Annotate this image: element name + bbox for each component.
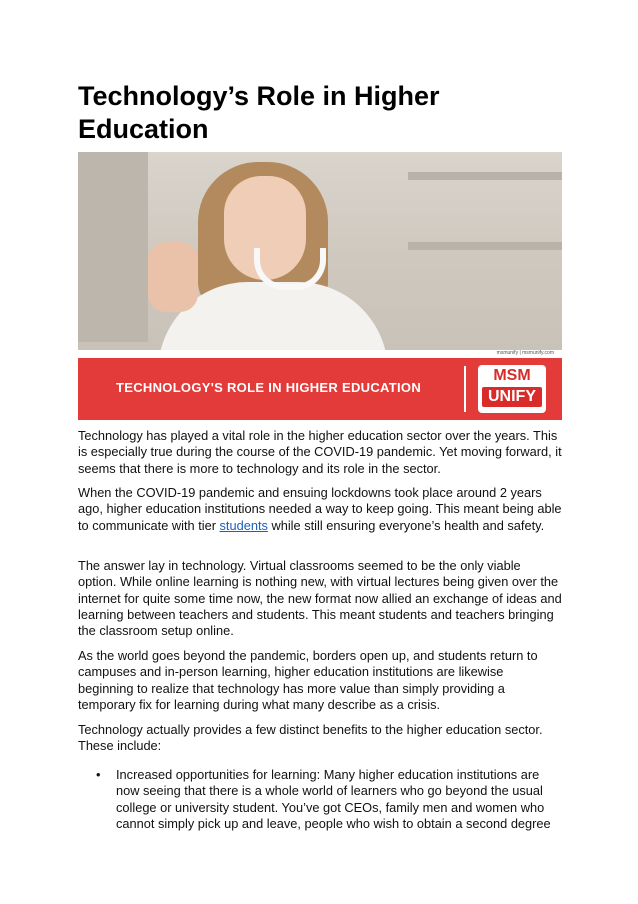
paragraph-text: while still ensuring everyone’s health and safety. xyxy=(267,517,545,533)
paragraph-answer: The answer lay in technology. Virtual classrooms seemed to be the only viable option. While online learning is nothing new, with virtual lectures being given over the internet for quite some time now, the new format now allied an exchange of ideas and learning between teachers and students. This meant students and teachers bringing the classroom setup online. xyxy=(78,558,562,639)
banner-divider xyxy=(464,366,466,412)
benefits-list xyxy=(78,767,562,832)
logo-line-2: UNIFY xyxy=(482,387,542,407)
page-title: Technology’s Role in Higher Education xyxy=(78,81,440,144)
bullet-icon: • xyxy=(96,767,101,782)
background-shelf xyxy=(408,172,562,180)
paragraph-pandemic xyxy=(78,485,562,534)
paragraph-intro: Technology has played a vital role in the higher education sector over the years. This is especially true during the course of the COVID-19 pandemic. Yet moving forward, it seems that there is more to technology and its role in the sector. xyxy=(78,428,562,476)
list-item xyxy=(78,767,562,832)
msm-unify-logo xyxy=(478,365,546,413)
paragraph-text: When the COVID-19 pandemic and ensuing lockdowns took place around 2 years ago, higher education institutions needed a way to keep going. This meant being able to communicate with tier xyxy=(78,485,562,533)
background-shelf xyxy=(408,242,562,250)
banner-title: TECHNOLOGY'S ROLE IN HIGHER EDUCATION xyxy=(116,380,422,395)
students-link[interactable]: students xyxy=(219,517,268,533)
logo-line-1: MSM xyxy=(493,367,531,384)
background-shelf xyxy=(78,152,148,342)
paragraph-beyond: As the world goes beyond the pandemic, borders open up, and students return to campuses and in-person learning, higher education institutions are likewise beginning to realize that technology has more value than simply providing a temporary fix for learning during what many describe as a crisis. xyxy=(78,648,538,712)
thumbs-up-hand xyxy=(148,242,198,312)
paragraph-benefits: Technology actually provides a few distinct benefits to the higher education sector. These include: xyxy=(78,722,543,754)
hero-image xyxy=(78,152,562,420)
list-item-text: Increased opportunities for learning: Many higher education institutions are now seeing that there is a whole world of learners who go beyond the usual college or university student. You’ve got CEOs, family men and women who cannot simply pick up and leave, people who wish to obtain a second degree xyxy=(116,767,551,831)
social-text: msmunify | msmunify.com xyxy=(496,350,554,356)
